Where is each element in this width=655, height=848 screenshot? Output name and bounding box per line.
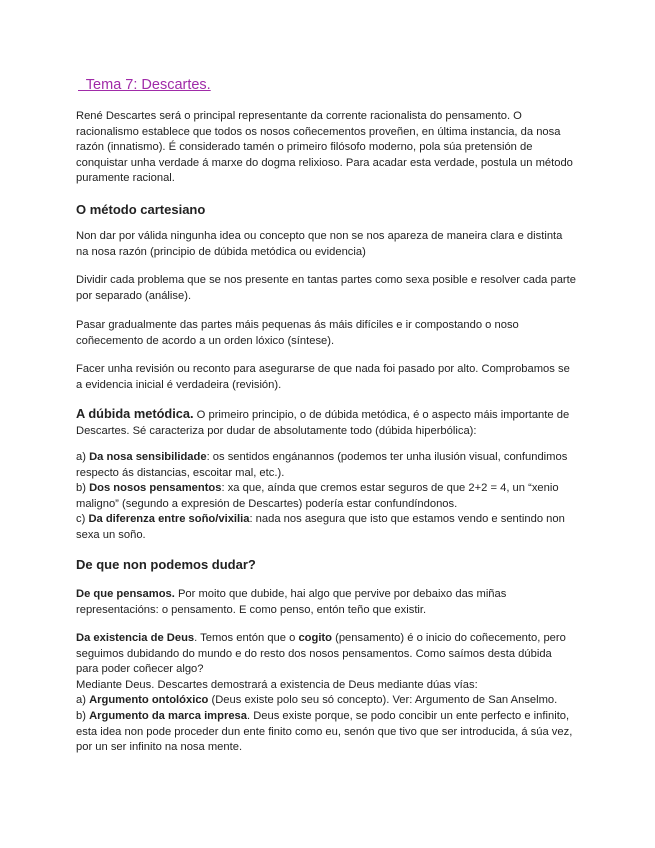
- argumento-b-bold: Argumento da marca impresa: [89, 709, 247, 722]
- cogito-bold: cogito: [298, 632, 332, 644]
- dubida-list: [76, 450, 576, 544]
- dubida-item-b-bold: Dos nosos pensamentos: [89, 482, 222, 495]
- deus-mediante: Mediante Deus. Descartes demostrará a existencia de Deus mediante dúas vías:: [76, 678, 478, 691]
- argumento-b: [76, 709, 576, 756]
- argumento-a-text: (Deus existe polo seu só concepto). Ver: Argumento de San Anselmo.: [208, 694, 558, 707]
- dubida-text: O primeiro principio, o de dúbida metódica, é o aspecto máis importante de Descartes. Sé caracteriza por dudar de absolutamente todo (dúbida hiperbólica):: [76, 409, 570, 437]
- pensamos-paragraph: [76, 587, 576, 618]
- dubida-item-c-bold: Da diferenza entre soño/vixilia: [88, 513, 250, 526]
- method-rule-2: Dividir cada problema que se nos presente en tantas partes como sexa posible e resolver cada parte por separado (análise).: [76, 274, 576, 302]
- deus-paragraph: [76, 631, 576, 678]
- argumento-a-bold: Argumento ontolóxico: [89, 694, 209, 707]
- dubida-item-a-bold: Da nosa sensibilidade: [89, 451, 207, 463]
- dubida-item-b: [76, 481, 576, 512]
- heading-metodo-cartesiano: O método cartesiano: [76, 202, 206, 217]
- dubida-item-a-prefix: a): [76, 451, 90, 463]
- page-title[interactable]: Tema 7: Descartes.: [78, 77, 211, 93]
- method-rule-3: Pasar gradualmente das partes máis pequenas ás máis difíciles e ir compostando o noso coñecemento de acordo a un orden lóxico (síntese).: [76, 319, 519, 347]
- dubida-item-a: [76, 450, 576, 481]
- dubida-lead: A dúbida metódica.: [76, 406, 194, 421]
- deus-bold: Da existencia de Deus: [76, 632, 195, 644]
- deus-text-1: . Temos entón que o: [194, 632, 299, 644]
- deus-text-2: (pensamento) é o inicio do coñecemento, pero seguimos dubidando do mundo e do resto dos nosos pensamentos. Como saímos desta dúbida para poder coñecer algo?: [76, 632, 566, 676]
- heading-que-non-podemos-dudar: De que non podemos dudar?: [76, 557, 256, 572]
- pensamos-bold: De que pensamos.: [76, 588, 175, 600]
- argumento-a-prefix: a): [76, 694, 90, 707]
- argumento-a: [76, 693, 576, 709]
- argumento-b-prefix: b): [76, 709, 90, 722]
- method-rule-1: Non dar por válida ningunha idea ou concepto que non se nos apareza de maneira clara e distinta na nosa razón (principio de dúbida metódica ou evidencia): [76, 230, 563, 258]
- dubida-item-a-text: : os sentidos engánannos (podemos ter unha ilusión visual, confundimos respecto ás distancias, escoitar mal, etc.).: [76, 451, 568, 479]
- dubida-item-b-prefix: b): [76, 482, 90, 495]
- dubida-item-c: [76, 512, 576, 543]
- method-rule-4: Facer unha revisión ou reconto para asegurarse de que nada foi pasado por alto. Comprobamos se a evidencia inicial é verdadeira (revisión).: [76, 363, 570, 391]
- dubida-item-c-prefix: c): [76, 513, 89, 526]
- deus-section: [76, 631, 576, 756]
- intro-paragraph: René Descartes será o principal representante da corrente racionalista do pensamento. O racionalismo establece que todos os nosos coñecementos proveñen, en última instancia, da nosa razón (innatismo). É considerado tamén o primeiro filósofo moderno, pola súa pretensión de conquistar unha verdade á marxe do dogma relixioso. Para acadar esta verdade, postula un método puramente racional.: [76, 110, 573, 185]
- pensamos-text: Por moito que dubide, hai algo que pervive por debaixo das miñas representacións: o pensamento. E como penso, entón teño que existir.: [76, 588, 507, 616]
- dubida-paragraph: [76, 406, 576, 439]
- dubida-item-b-text: : xa que, aínda que cremos estar seguros de que 2+2 = 4, un “xenio maligno” (segundo a expresión de Descartes) podería estar confundíndonos.: [76, 482, 559, 510]
- dubida-item-c-text: : nada nos asegura que isto que estamos vendo e sentindo non sexa un soño.: [76, 513, 565, 541]
- argumento-b-text: . Deus existe porque, se podo concibir un ente perfecto e infinito, esta idea non pode proceder dun ente finito como eu, senón que tivo que ser introducida, á súa vez, por un ser infinito na nosa mente.: [76, 709, 573, 754]
